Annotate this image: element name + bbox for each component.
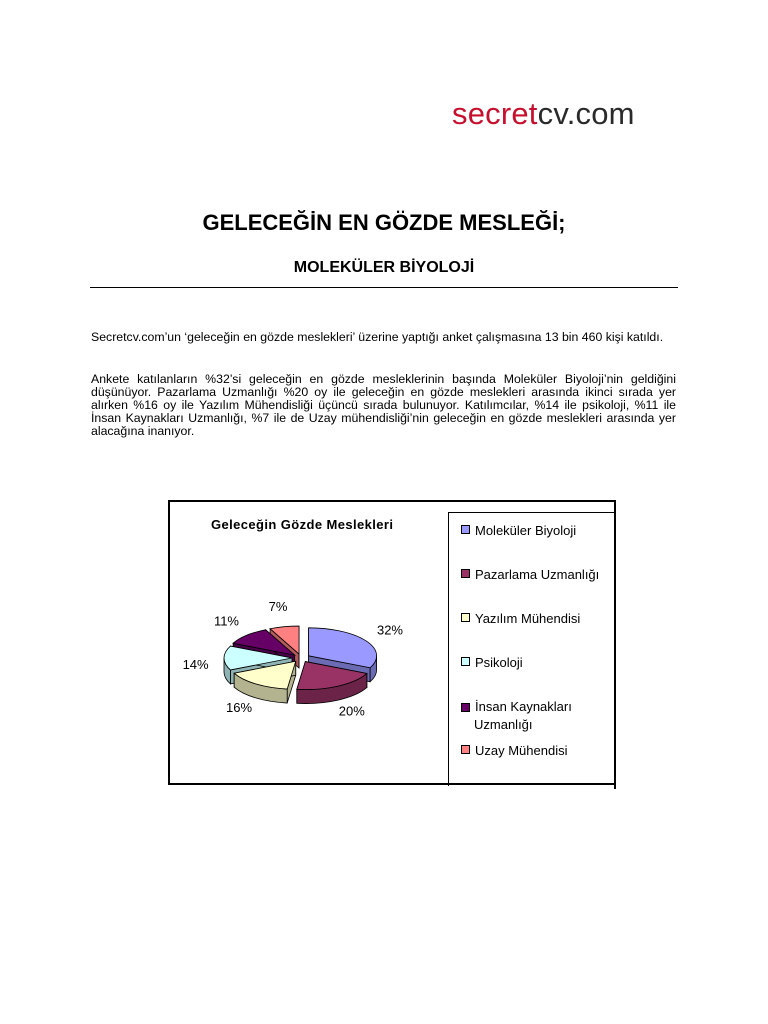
pie-data-label: 20% [338, 703, 365, 719]
pie-data-label: 32% [376, 622, 404, 638]
legend-item [461, 698, 591, 734]
pie-chart-frame [168, 500, 616, 785]
logo-part-secret: secret [452, 96, 538, 131]
legend-swatch [461, 703, 470, 712]
legend-item [461, 522, 576, 540]
legend-label: Yazılım Mühendisi [475, 611, 581, 626]
page-title: GELECEĞİN EN GÖZDE MESLEĞİ; [202, 210, 566, 235]
logo-part-cv: cv.com [537, 96, 635, 131]
title-divider [90, 287, 678, 288]
legend-label: İnsan Kaynakları Uzmanlığı [474, 699, 572, 732]
site-logo [452, 96, 635, 132]
legend-swatch [461, 613, 470, 622]
legend-swatch [461, 525, 470, 534]
legend-item [461, 610, 580, 628]
pie-chart [170, 502, 448, 782]
legend-swatch [461, 657, 470, 666]
page-subtitle: MOLEKÜLER BİYOLOJİ [293, 259, 475, 276]
pie-data-label: 11% [213, 613, 240, 629]
legend-item [461, 742, 568, 760]
legend-swatch [461, 569, 470, 578]
legend-label: Pazarlama Uzmanlığı [475, 567, 600, 582]
pie-data-label: 7% [268, 599, 288, 615]
legend-label: Uzay Mühendisi [475, 743, 568, 758]
chart-title: Geleceğin Gözde Meslekleri [211, 517, 394, 532]
pie-data-label: 14% [182, 657, 209, 672]
legend-label: Moleküler Biyoloji [475, 523, 577, 538]
results-paragraph: Ankete katılanların %32’si geleceğin en gözde mesleklerinin başında Moleküler Biyoloji’nin geldiğini düşünüyor. Pazarlama Uzmanlığı %20 oy ile geleceğin en gözde meslekleri arasında ikinci sırada yer alırken %16 oy ile Yazılım Mühendisliği üçüncü sırada bulunuyor. Katılımcılar, %14 ile psikoloji, %11 ile İnsan Kaynakları Uzmanlığı, %7 ile de Uzay mühendisliği’nin geleceğin en gözde meslekleri arasında yer alacağına inanıyor. [91, 372, 676, 438]
intro-paragraph: Secretcv.com’un ‘geleceğin en gözde meslekleri’ üzerine yaptığı anket çalışmasına 13 bin 460 kişi katıldı. [91, 330, 664, 344]
chart-legend [448, 512, 614, 786]
legend-item [461, 566, 599, 584]
legend-label: Psikoloji [475, 655, 523, 670]
legend-swatch [461, 745, 470, 754]
pie-data-label: 16% [226, 700, 253, 716]
legend-item [461, 654, 523, 672]
